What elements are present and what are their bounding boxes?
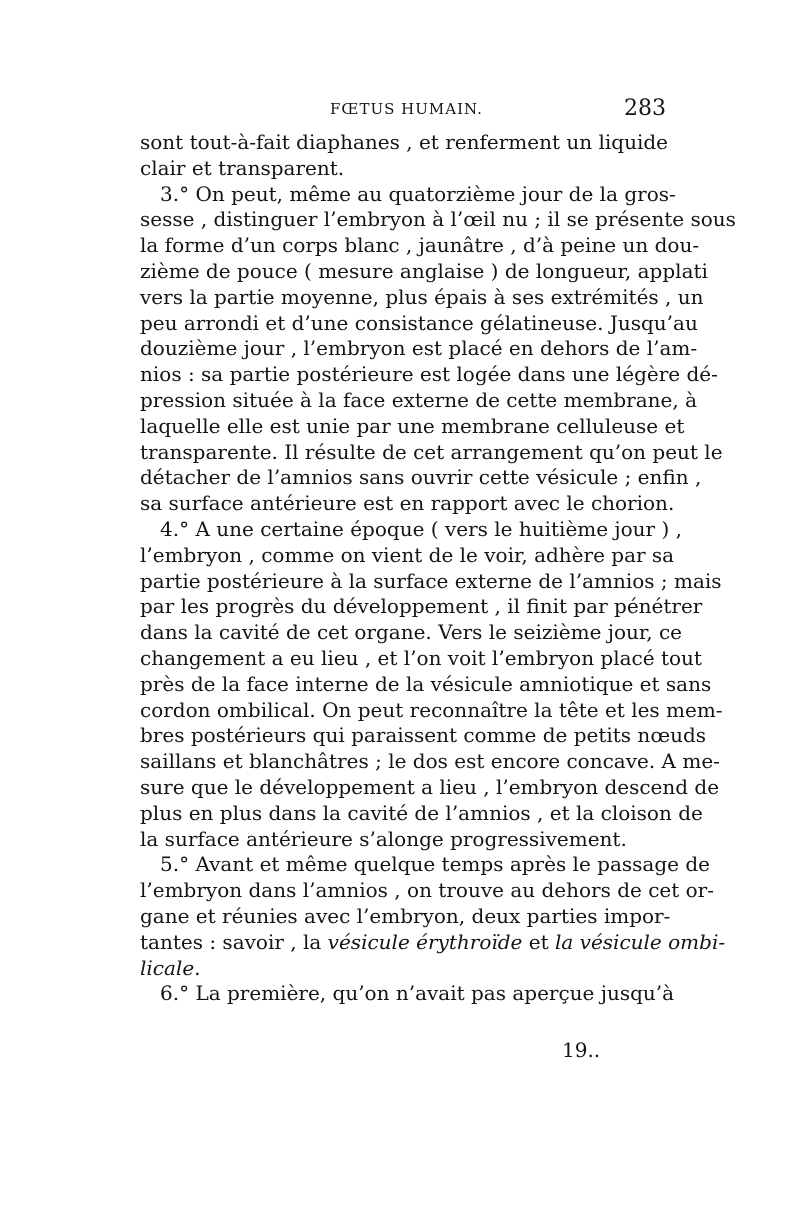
- italic-term: vésicule érythroïde: [327, 929, 523, 954]
- paragraph-4-start: 4.° A une certaine époque ( vers le huitième jour ) ,: [160, 516, 682, 541]
- italic-term: licale.: [140, 955, 201, 980]
- signature-mark: 19..: [562, 1038, 601, 1062]
- paragraph-3-start: 3.° On peut, même au quatorzième jour de la gros-: [160, 181, 676, 206]
- text-line: plus en plus dans la cavité de l’amnios , et la cloison de: [140, 800, 703, 825]
- text-line: gane et réunies avec l’embryon, deux parties impor-: [140, 903, 671, 928]
- text-line: zième de pouce ( mesure anglaise ) de longueur, applati: [140, 258, 708, 283]
- text-line: clair et transparent.: [140, 155, 345, 180]
- text-line: partie postérieure à la surface externe de l’amnios ; mais: [140, 568, 722, 593]
- text-run: et: [522, 929, 555, 954]
- text-line: bres postérieurs qui paraissent comme de petits nœuds: [140, 723, 707, 748]
- text-line: nios : sa partie postérieure est logée dans une légère dé-: [140, 362, 718, 387]
- text-line: dans la cavité de cet organe. Vers le seizième jour, ce: [140, 620, 683, 645]
- paragraph-6-start: 6.° La première, qu’on n’avait pas aperçue jusqu’à: [160, 981, 675, 1006]
- italic-term: la vésicule ombi-: [554, 929, 726, 954]
- text-line-with-italics: [140, 929, 726, 956]
- text-line: détacher de l’amnios sans ouvrir cette vésicule ; enfin ,: [140, 465, 702, 490]
- text-line: douzième jour , l’embryon est placé en dehors de l’am-: [140, 336, 698, 361]
- text-line: près de la face interne de la vésicule amniotique et sans: [140, 671, 712, 696]
- text-line: sa surface antérieure est en rapport avec le chorion.: [140, 491, 675, 516]
- text-line: saillans et blanchâtres ; le dos est encore concave. A me-: [140, 749, 720, 774]
- text-line: laquelle elle est unie par une membrane celluleuse et: [140, 413, 685, 438]
- text-line: transparente. Il résulte de cet arrangement qu’on peut le: [140, 439, 723, 464]
- text-line: sure que le développement a lieu , l’embryon descend de: [140, 774, 720, 799]
- page-number: 283: [624, 96, 666, 121]
- text-line: la forme d’un corps blanc , jaunâtre , d’à peine un dou-: [140, 233, 700, 258]
- text-line: cordon ombilical. On peut reconnaître la tête et les mem-: [140, 697, 723, 722]
- text-line: vers la partie moyenne, plus épais à ses extrémités , un: [140, 284, 704, 309]
- running-title: FŒTUS HUMAIN.: [330, 100, 483, 118]
- text-line-italic: [140, 956, 668, 982]
- text-line: la surface antérieure s’alonge progressivement.: [140, 826, 627, 851]
- text-line: l’embryon dans l’amnios , on trouve au dehors de cet or-: [140, 878, 715, 903]
- text-line: l’embryon , comme on vient de le voir, adhère par sa: [140, 542, 675, 567]
- text-line: par les progrès du développement , il finit par pénétrer: [140, 594, 703, 619]
- body-text: [140, 130, 736, 1007]
- text-line: changement a eu lieu , et l’on voit l’embryon placé tout: [140, 645, 702, 670]
- running-head: [140, 94, 668, 124]
- text-line: sont tout-à-fait diaphanes , et renferment un liquide: [140, 130, 668, 154]
- text-line: sesse , distinguer l’embryon à l’œil nu ; il se présente sous: [140, 207, 736, 232]
- text-line: pression située à la face externe de cette membrane, à: [140, 387, 698, 412]
- text-line: peu arrondi et d’une consistance gélatineuse. Jusqu’au: [140, 310, 698, 335]
- text-run: tantes : savoir , la: [140, 929, 328, 954]
- paragraph-5-start: 5.° Avant et même quelque temps après le passage de: [160, 852, 710, 877]
